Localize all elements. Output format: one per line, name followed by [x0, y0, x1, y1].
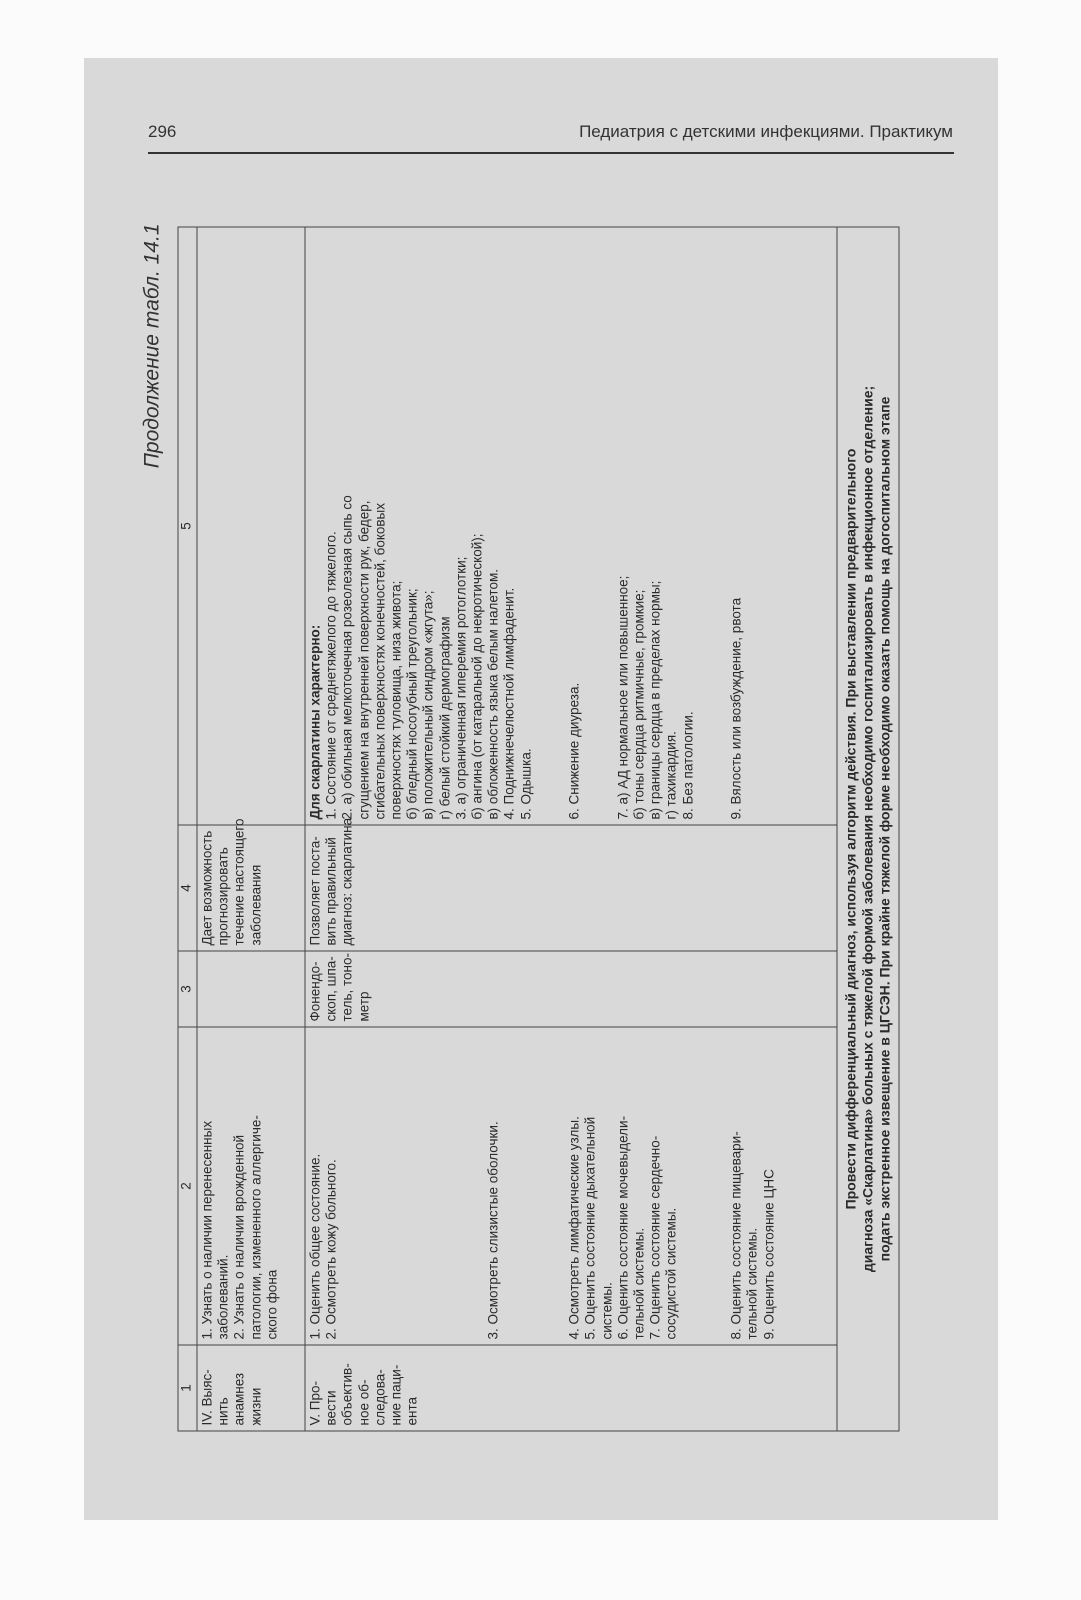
text-line: [696, 233, 712, 820]
text-line: 6. Оценить состояние мочевыдели-: [615, 1115, 631, 1340]
text-line: [421, 1033, 437, 1340]
text-line: Фонендо-: [307, 961, 323, 1022]
text-line: сгущением на внутренней поверхности рук, бедер,: [356, 500, 372, 820]
text-line: тельной системы.: [744, 1227, 760, 1340]
text-line: IV. Выяс-: [199, 1369, 215, 1426]
text-line: б) ангина (от катаральной до некротической);: [469, 533, 485, 820]
text-line: [534, 1033, 550, 1340]
text-line: 7. Оценить состояние сердечно-: [647, 1135, 663, 1340]
text-line: ского фона: [264, 1269, 280, 1340]
text-line: [583, 233, 599, 820]
text-line: патологии, измененного аллергиче-: [248, 1115, 264, 1340]
text-line: [437, 1033, 453, 1340]
text-line: ента: [404, 1396, 420, 1426]
text-line: 2. Узнать о наличии врожденной: [231, 1134, 247, 1340]
text-line: диагноз: скарлатина: [339, 817, 355, 946]
table-row: [305, 227, 837, 1431]
text-line: 5. Одышка.: [518, 748, 534, 820]
text-line: 9. Оценить состояние ЦНС: [761, 1169, 777, 1340]
text-line: в) положительный синдром «жгута»;: [420, 590, 436, 820]
text-line: г) белый стойкий дермографизм: [437, 616, 453, 820]
row2-col3-cell: [305, 951, 837, 1027]
text-line: [518, 1033, 534, 1340]
text-line: [713, 233, 729, 820]
text-line: [405, 1033, 421, 1340]
text-line: V. Про-: [307, 1381, 323, 1426]
text-line: заболеваний.: [215, 1254, 231, 1340]
text-line: [453, 1033, 469, 1340]
text-line: 4. Поднижнечелюстной лимфаденит.: [501, 587, 517, 820]
text-line: прогнозировать: [215, 847, 231, 946]
text-line: [372, 1033, 388, 1340]
text-line: 1. Узнать о наличии перенесенных: [199, 1120, 215, 1340]
text-line: в) обложенность языка белым налетом.: [485, 568, 501, 820]
text-line: [599, 233, 615, 820]
text-line: [534, 233, 550, 820]
table-caption: Продолжение табл. 14.1: [140, 223, 164, 469]
text-line: [389, 1033, 405, 1340]
table-header-row: [178, 227, 197, 1431]
column-header: 2: [178, 1027, 197, 1345]
text-line: 9. Вялость или возбуждение, рвота: [728, 597, 744, 820]
row2-col2-cell: [305, 1027, 837, 1345]
text-line: 2. а) обильная мелкоточечная розеолезная сыпь со: [339, 495, 355, 820]
text-line: метр: [356, 991, 372, 1022]
text-line: нить: [215, 1397, 231, 1426]
footer-note: [837, 227, 899, 1431]
text-line: Провести дифференциальный диагноз, используя алгоритм действия. При выставлении предварительного: [842, 448, 859, 1210]
column-header: 3: [178, 951, 197, 1027]
text-line: подать экстренное извещение в ЦГСЭН. При крайне тяжелой форме необходимо оказать помощь на догоспитальном этапе: [876, 396, 893, 1262]
text-line: [680, 1033, 696, 1340]
text-line: следова-: [372, 1369, 388, 1426]
text-line: г) тахикардия.: [663, 731, 679, 820]
text-line: жизни: [248, 1387, 264, 1426]
text-line: 3. а) ограниченная гиперемия ротоглотки;: [453, 556, 469, 820]
text-line: течение настоящего: [231, 818, 247, 946]
text-line: [356, 1033, 372, 1340]
text-line: [340, 1033, 356, 1340]
page-number: 296: [148, 122, 177, 141]
text-line: ние паци-: [388, 1364, 404, 1426]
text-line: диагноза «Скарлатина» больных с тяжелой формой заболевания необходимо госпитализировать в инфекционное отделение;: [859, 385, 876, 1273]
text-line: [502, 1033, 518, 1340]
text-line: тельной системы.: [631, 1227, 647, 1340]
text-line: сгибательных поверхностях конечностей, боковых: [372, 502, 388, 820]
row1-col2-cell: [197, 1027, 305, 1345]
rotated-table-frame: [140, 210, 918, 1460]
column-header: 5: [178, 227, 197, 825]
col5-heading: Для скарлатины характерно:: [307, 624, 323, 820]
text-line: 4. Осмотреть лимфатические узлы.: [566, 1116, 582, 1340]
text-line: [470, 1033, 486, 1340]
col5-lines: [324, 233, 745, 820]
text-line: вить правильный: [323, 837, 339, 946]
text-line: 8. Оценить состояние пищевари-: [728, 1131, 744, 1340]
text-line: б) бледный носогубный треугольник;: [404, 588, 420, 820]
row2-col4-cell: [305, 817, 837, 951]
text-line: [551, 1033, 567, 1340]
text-line: 5. Оценить состояние дыхательной: [582, 1116, 598, 1340]
text-line: анамнез: [231, 1372, 247, 1426]
text-line: 2. Осмотреть кожу больного.: [323, 1159, 339, 1340]
text-line: объектив-: [339, 1363, 355, 1426]
column-header: 4: [178, 825, 197, 951]
row2-col5-cell: [305, 227, 837, 825]
procedure-table: [178, 227, 900, 1432]
text-line: поверхностях туловища, низа живота;: [388, 580, 404, 820]
table-footer-row: [837, 227, 899, 1431]
table-row: [197, 227, 305, 1431]
text-line: заболевания: [248, 864, 264, 946]
text-line: 7. а) АД нормальное или повышенное;: [615, 575, 631, 820]
row1-col3-cell: [197, 951, 305, 1027]
text-line: 1. Состояние от среднетяжелого до тяжелого.: [323, 531, 339, 820]
text-line: в) границы сердца в пределах нормы;: [647, 580, 663, 820]
text-line: ное об-: [356, 1379, 372, 1426]
text-line: 8. Без патологии.: [680, 711, 696, 820]
row1-col1-cell: [197, 1345, 305, 1431]
text-line: 1. Оценить общее состояние.: [307, 1153, 323, 1340]
row2-col1-cell: [305, 1345, 837, 1431]
column-header: 1: [178, 1345, 197, 1431]
text-line: тель, тоно-: [339, 952, 355, 1022]
text-line: вести: [323, 1390, 339, 1426]
text-line: системы.: [599, 1282, 615, 1340]
text-line: скоп, шпа-: [323, 956, 339, 1022]
text-line: [713, 1033, 729, 1340]
text-line: Дает возможность: [199, 830, 215, 946]
text-line: 3. Осмотреть слизистые оболочки.: [485, 1121, 501, 1340]
row1-col5-cell: [197, 227, 305, 825]
book-title: Педиатрия с детскими инфекциями. Практикум: [579, 122, 953, 141]
text-line: 6. Снижение диуреза.: [566, 682, 582, 820]
text-line: сосудистой системы.: [663, 1207, 679, 1340]
header-rule: [148, 152, 954, 154]
row1-col4-cell: [197, 818, 305, 951]
text-line: б) тоны сердца ритмичные, громкие;: [631, 589, 647, 820]
text-line: [551, 233, 567, 820]
text-line: Позволяет поста-: [307, 836, 323, 946]
text-line: [696, 1033, 712, 1340]
